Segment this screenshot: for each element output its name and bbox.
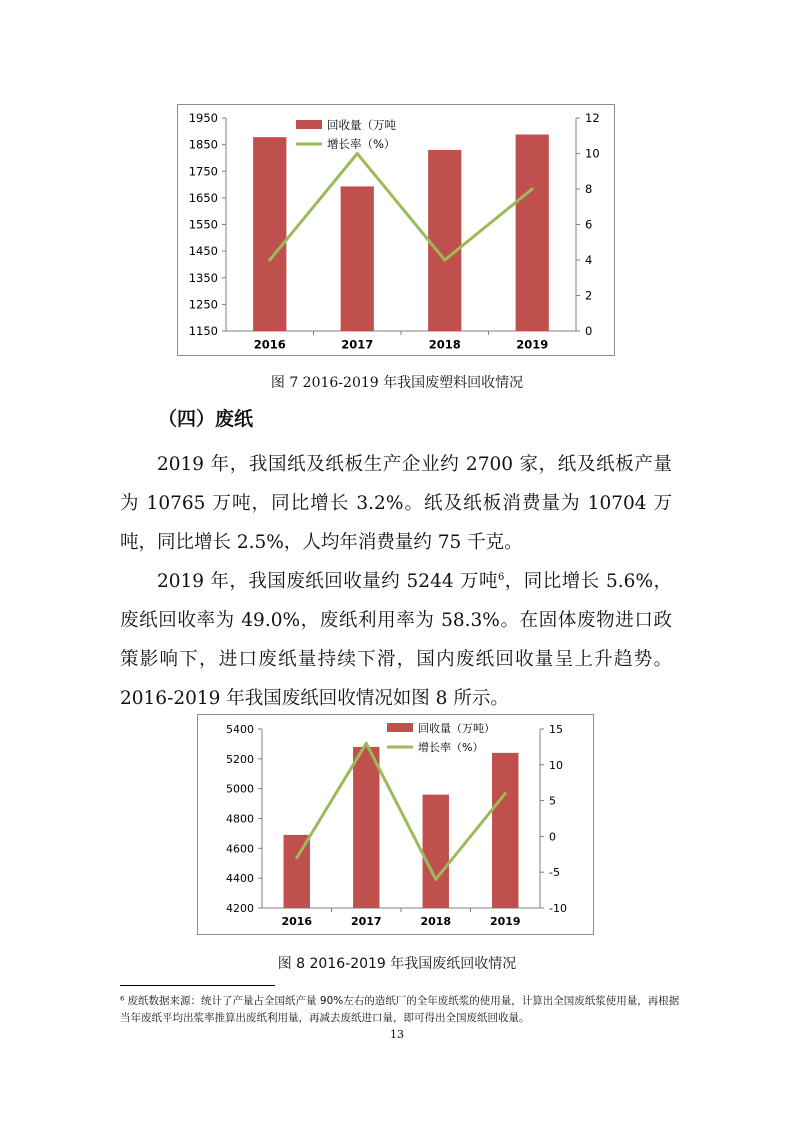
figure-caption-7: 图 7 2016-2019 年我国废塑料回收情况 bbox=[270, 375, 524, 391]
page-number: 13 bbox=[390, 1028, 404, 1041]
fig8-bar-2017 bbox=[353, 747, 379, 908]
fig7-x-tick-label-1: 2017 bbox=[341, 337, 374, 352]
fig8-y-left-tick-label-1: 4400 bbox=[226, 872, 254, 886]
paragraph-2 bbox=[120, 562, 672, 718]
paragraph-1: 2019 年，我国纸及纸板生产企业约 2700 家，纸及纸板产量为 10765 万吨，同比增长 3.2%。纸及纸板消费量为 10704 万吨，同比增长 2.5%，人均年消费量约 75 千克。 bbox=[120, 454, 672, 553]
fig7-bar-2018 bbox=[428, 150, 461, 331]
fig8-growth-point-0 bbox=[295, 856, 298, 859]
fig7-y-left-tick-label-0: 1150 bbox=[188, 324, 218, 338]
fig8-y-right-tick-label-0: -10 bbox=[549, 902, 567, 915]
fig8-y-right-tick-label-4: 10 bbox=[549, 758, 563, 772]
fig8-bar-2018 bbox=[423, 795, 449, 908]
fig7-y-left-tick-label-2: 1350 bbox=[188, 270, 218, 285]
fig7-y-left-tick-label-7: 1850 bbox=[188, 137, 218, 152]
fig7-y-right-tick-label-0: 0 bbox=[585, 324, 593, 338]
fig8-growth-point-2 bbox=[434, 878, 437, 881]
fig8-y-left-tick-label-2: 4600 bbox=[226, 842, 254, 856]
fig8-x-tick-label-1: 2017 bbox=[350, 915, 382, 928]
chart-frame-fig7 bbox=[177, 104, 615, 356]
fig8-legend-swatch-bars bbox=[387, 723, 413, 732]
chart-fig7 bbox=[178, 105, 614, 355]
fig8-growth-point-3 bbox=[504, 792, 507, 795]
fig8-legend-label-bars: 回收量（万吨） bbox=[418, 722, 495, 735]
fig8-y-right-tick-label-1: -5 bbox=[549, 866, 560, 880]
fig7-y-left-tick-label-6: 1750 bbox=[188, 164, 218, 179]
fig8-y-left-tick-label-6: 5400 bbox=[226, 723, 254, 736]
fig7-x-tick-label-3: 2019 bbox=[516, 337, 549, 352]
fig7-y-left-tick-label-1: 1250 bbox=[188, 297, 218, 312]
fig7-bar-2019 bbox=[516, 135, 549, 331]
chart-frame-fig8 bbox=[197, 714, 594, 935]
paragraph-2-part-a: 2019 年，我国废纸回收量约 5244 万吨 bbox=[157, 571, 498, 592]
fig7-y-right-tick-label-4: 8 bbox=[585, 182, 593, 196]
fig8-legend-label-line: 增长率（%） bbox=[418, 741, 484, 754]
fig7-growth-point-2 bbox=[443, 259, 446, 262]
fig7-y-left-tick-label-5: 1650 bbox=[188, 190, 218, 205]
fig7-y-left-tick-label-3: 1450 bbox=[188, 244, 218, 259]
fig7-growth-point-0 bbox=[268, 259, 271, 262]
fig8-x-tick-label-2: 2018 bbox=[420, 915, 452, 928]
fig7-growth-line bbox=[270, 154, 533, 261]
fig8-y-left-tick-label-3: 4800 bbox=[226, 812, 254, 826]
fig8-bar-2019 bbox=[492, 753, 518, 908]
fig8-growth-point-1 bbox=[365, 742, 368, 745]
fig7-legend-label-line: 增长率（%） bbox=[327, 137, 396, 151]
fig7-x-tick-label-0: 2016 bbox=[253, 337, 286, 352]
fig8-y-right-tick-label-2: 0 bbox=[549, 830, 556, 844]
fig8-y-left-tick-label-0: 4200 bbox=[226, 902, 254, 915]
chart-fig8 bbox=[198, 715, 593, 934]
fig7-legend-label-bars: 回收量（万吨 bbox=[327, 118, 396, 132]
fig7-y-right-tick-label-5: 10 bbox=[585, 146, 600, 161]
fig8-y-right-tick-label-5: 15 bbox=[549, 723, 563, 736]
fig7-growth-point-1 bbox=[356, 152, 359, 155]
section-heading: （四）废纸 bbox=[158, 408, 254, 430]
fig7-growth-point-3 bbox=[531, 188, 534, 191]
fig8-x-tick-label-0: 2016 bbox=[281, 915, 313, 928]
footnote: ⁶ 废纸数据来源：统计了产量占全国纸产量 90%左右的造纸厂的全年废纸浆的使用量，计算出全国废纸浆使用量，再根据当年废纸平均出浆率推算出废纸利用量，再减去废纸进口量，即可得出全国废纸回收量。 bbox=[120, 995, 680, 1024]
fig8-bar-2016 bbox=[284, 835, 310, 908]
fig8-y-left-tick-label-5: 5200 bbox=[226, 752, 254, 766]
fig7-y-right-tick-label-6: 12 bbox=[585, 111, 600, 125]
fig7-y-right-tick-label-1: 2 bbox=[585, 288, 593, 303]
fig7-legend-swatch-bars bbox=[296, 120, 322, 129]
figure-caption-8: 图 8 2016-2019 年我国废纸回收情况 bbox=[277, 956, 517, 972]
fig8-y-left-tick-label-4: 5000 bbox=[226, 782, 254, 796]
fig7-y-left-tick-label-8: 1950 bbox=[188, 111, 218, 125]
footnote-divider bbox=[120, 985, 275, 986]
fig7-x-tick-label-2: 2018 bbox=[428, 337, 461, 352]
fig7-bar-2017 bbox=[341, 186, 374, 331]
fig7-y-right-tick-label-2: 4 bbox=[585, 253, 593, 267]
fig7-y-right-tick-label-3: 6 bbox=[585, 217, 593, 232]
fig8-y-right-tick-label-3: 5 bbox=[549, 794, 556, 808]
fig8-x-tick-label-3: 2019 bbox=[489, 915, 521, 928]
fig8-growth-line bbox=[297, 743, 506, 879]
fig7-y-left-tick-label-4: 1550 bbox=[188, 217, 218, 232]
footnote-ref[interactable]: 6 bbox=[497, 571, 505, 583]
paragraph-2-part-b: ，同比增长 5.6%，废纸回收率为 49.0%，废纸利用率为 58.3%。在固体废物进口政策影响下，进口废纸量持续下滑，国内废纸回收量呈上升趋势。2016-2019 年我国废纸回收情况如图 8 所示。 bbox=[120, 571, 672, 709]
fig7-bar-2016 bbox=[253, 137, 286, 331]
